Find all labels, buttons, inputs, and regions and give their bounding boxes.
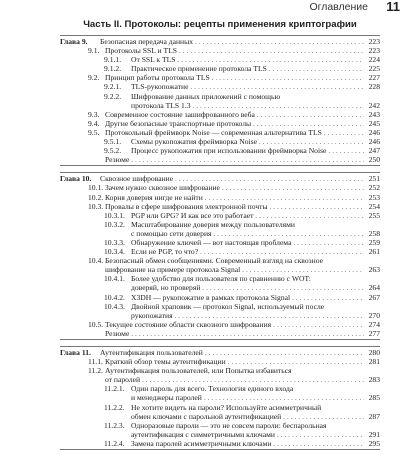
dot-leader xyxy=(271,439,364,448)
toc-entry-page: 228 xyxy=(368,82,380,92)
toc-entry-title: рукопожатия xyxy=(131,310,173,320)
chapter-block xyxy=(60,172,380,340)
toc-entry[interactable] xyxy=(60,46,380,55)
toc-entry[interactable] xyxy=(60,137,380,146)
toc-entry[interactable] xyxy=(60,302,380,311)
dot-leader xyxy=(173,174,364,183)
toc-entry-title: TLS-рукопожатие xyxy=(131,82,189,92)
toc-entry-title: от паролей xyxy=(105,375,141,385)
toc-entry-page: 254 xyxy=(368,201,380,211)
toc-entry-page: 274 xyxy=(368,319,380,329)
toc-entry-page xyxy=(364,274,380,283)
dot-leader xyxy=(271,320,364,329)
toc-entry[interactable] xyxy=(60,202,380,211)
toc-entry-title: Практическое применение протокола TLS xyxy=(131,64,267,74)
dot-leader xyxy=(291,238,364,247)
toc-entry-title: Другие безопасные транспортные протоколы xyxy=(105,118,252,128)
toc-entry-page xyxy=(364,256,380,265)
toc-entry[interactable] xyxy=(60,73,380,82)
toc-entry-page: 291 xyxy=(368,429,380,439)
toc-entry-title: Аутентификация пользователей xyxy=(100,348,203,357)
toc-entry-number: 9.5.2. xyxy=(104,146,122,156)
toc-entry[interactable] xyxy=(60,293,380,302)
dot-leader xyxy=(226,357,364,366)
toc-entry-title: Один пароль для всего. Технология единого входа xyxy=(131,384,294,394)
chapter-block xyxy=(60,346,380,450)
toc-entry-page: 287 xyxy=(368,411,380,421)
dot-leader xyxy=(129,329,364,338)
toc-entry-number: 9.3. xyxy=(88,109,100,119)
toc-entry[interactable] xyxy=(60,412,380,421)
toc-entry-title: Принцип работы протокола TLS xyxy=(105,73,210,83)
toc-entry-number: 10.2. xyxy=(88,192,104,202)
toc-entry[interactable] xyxy=(60,384,380,393)
dot-leader xyxy=(188,82,364,91)
toc-entry-title: Резюме xyxy=(105,328,130,338)
toc-entry-number: 11.2.1. xyxy=(104,384,125,394)
toc-entry-title: Если не PGP, то что? xyxy=(131,247,199,257)
toc-entry-page: 242 xyxy=(368,100,380,110)
toc-entry-title: Обнаружение ключей — вот настоящая проблема xyxy=(131,237,292,247)
toc-entry-title: Сквозное шифрование xyxy=(100,174,174,184)
toc-entry[interactable] xyxy=(60,247,380,256)
toc-entry[interactable] xyxy=(60,430,380,439)
toc-entry[interactable] xyxy=(60,393,380,402)
dot-leader xyxy=(281,412,364,421)
toc-entry-title: X3DH — рукопожатие в рамках протокола Signal xyxy=(131,292,291,302)
toc-entry-title: доверяй, но проверяй xyxy=(131,283,201,293)
dot-leader xyxy=(176,55,365,64)
toc-entry[interactable] xyxy=(60,155,380,164)
toc-entry-page: 270 xyxy=(368,310,380,320)
toc-entry-page: 227 xyxy=(368,73,380,83)
toc-entry-page: 246 xyxy=(368,137,380,147)
toc-entry-number xyxy=(104,430,131,439)
toc-entry[interactable] xyxy=(60,92,380,101)
toc-entry-page xyxy=(364,384,380,393)
dot-leader xyxy=(173,311,364,320)
toc-entry-title: Резюме xyxy=(105,155,130,165)
toc-entry[interactable] xyxy=(60,274,380,283)
toc-entry-number: Глава 10. xyxy=(60,174,92,184)
toc-entry-number: 10.3.1. xyxy=(104,210,125,220)
toc-entry-number xyxy=(104,412,131,421)
dot-leader xyxy=(267,64,364,73)
dot-leader xyxy=(253,211,364,220)
dot-leader xyxy=(322,128,364,137)
toc-entry-title: аутентификация с симметричными ключами xyxy=(131,429,275,439)
toc-entry[interactable] xyxy=(60,110,380,119)
dot-leader xyxy=(191,101,364,110)
toc-entry-title: Зачем нужно сквозное шифрование xyxy=(105,183,220,193)
toc-entry[interactable] xyxy=(60,366,380,375)
toc-entry-page: 281 xyxy=(368,357,380,367)
toc-entry-page: 246 xyxy=(368,127,380,137)
toc-entry-page: 258 xyxy=(368,228,380,238)
toc-entry-page: 243 xyxy=(368,109,380,119)
toc-entry-page: 223 xyxy=(368,46,380,56)
toc-entry-number xyxy=(88,375,105,384)
page-header xyxy=(0,0,420,20)
toc-entry-title: Протокольный фреймворк Noise — современная альтернатива TLS xyxy=(105,127,322,137)
toc-entry-title: Масштабирование доверия между пользователями xyxy=(131,219,295,229)
dot-leader xyxy=(275,430,364,439)
toc-entry-title: Одноразовые пароли — это не совсем пароли: беспарольная xyxy=(131,420,327,430)
toc-entry-number: 10.3. xyxy=(88,201,104,211)
dot-leader xyxy=(129,155,364,164)
toc-entry[interactable] xyxy=(60,64,380,73)
toc-entry-title: Безопасная передача данных xyxy=(100,37,193,46)
toc-entry-title: Краткий обзор темы аутентификации xyxy=(105,357,226,367)
toc-entry-page: 251 xyxy=(368,174,380,184)
toc-entry-number xyxy=(104,229,131,238)
toc-entry-page: 267 xyxy=(368,292,380,302)
toc-entry-title: Текущее состояние области сквозного шифрования xyxy=(105,319,272,329)
toc-entry[interactable] xyxy=(60,311,380,320)
toc-entry[interactable] xyxy=(60,357,380,366)
dot-leader xyxy=(257,137,364,146)
toc-entry[interactable] xyxy=(60,348,380,357)
toc-entry-page: 295 xyxy=(368,438,380,448)
toc-entry-number: 11.2.3. xyxy=(104,420,125,430)
toc-entry-page: 263 xyxy=(368,265,380,275)
dot-leader xyxy=(290,293,364,302)
toc-entry-title: с помощью сети доверия xyxy=(131,228,212,238)
toc-entry-page xyxy=(364,302,380,311)
dot-leader xyxy=(220,183,364,192)
toc-entry-number xyxy=(104,283,131,292)
toc-entry[interactable] xyxy=(60,174,380,183)
toc-entry-title: Двойной храповик — протокол Signal, используемый после xyxy=(131,301,325,311)
chapter-block xyxy=(60,35,380,166)
toc-entry-title: От SSL к TLS xyxy=(131,55,176,65)
table-of-contents xyxy=(60,35,380,456)
toc-entry-title: Схемы рукопожатия фреймворка Noise xyxy=(131,137,257,147)
dot-leader xyxy=(203,193,364,202)
toc-entry-title: Провалы в сфере шифрования электронной почты xyxy=(105,201,268,211)
toc-entry[interactable] xyxy=(60,375,380,384)
toc-entry-number: 10.5. xyxy=(88,319,104,329)
toc-entry-page: 250 xyxy=(368,155,380,165)
dot-leader xyxy=(203,348,364,357)
toc-entry-page: 225 xyxy=(368,64,380,74)
toc-entry[interactable] xyxy=(60,238,380,247)
page-number: 11 xyxy=(386,0,400,14)
toc-entry-number: 10.1. xyxy=(88,183,104,193)
toc-entry-title: шифрование на примере протокола Signal xyxy=(105,265,241,275)
toc-entry[interactable] xyxy=(60,283,380,292)
toc-entry-number: Глава 9. xyxy=(60,37,88,46)
toc-entry-number: 10.3.4. xyxy=(104,247,125,257)
toc-entry[interactable] xyxy=(60,403,380,412)
dot-leader xyxy=(255,110,364,119)
toc-entry-number: 9.1.2. xyxy=(104,64,122,74)
toc-entry-title: обмен ключами с парольной аутентификацией xyxy=(131,411,282,421)
toc-entry-title: Корня доверия нигде не найти xyxy=(105,192,203,202)
toc-entry[interactable] xyxy=(60,320,380,329)
toc-entry[interactable] xyxy=(60,220,380,229)
dot-leader xyxy=(193,37,364,46)
toc-entry-page: 261 xyxy=(368,247,380,257)
toc-entry-number: 11.2. xyxy=(88,366,103,376)
toc-entry-title: Более удобство для пользователя по сравнению с WOT: xyxy=(131,274,311,284)
dot-leader xyxy=(202,393,364,402)
dot-leader xyxy=(240,265,364,274)
toc-entry-number: 10.3.2. xyxy=(104,219,125,229)
toc-entry-page: 247 xyxy=(368,146,380,156)
toc-entry-number xyxy=(104,393,131,402)
toc-entry-title: Процесс рукопожатия при использовании фреймворка Noise xyxy=(131,146,327,156)
part-title: Часть II. Протоколы: рецепты применения криптографии xyxy=(83,19,357,30)
dot-leader xyxy=(198,247,364,256)
toc-entry-title: Протоколы SSL и TLS xyxy=(105,46,177,56)
dot-leader xyxy=(268,202,364,211)
toc-entry[interactable] xyxy=(60,211,380,220)
toc-entry-page: 223 xyxy=(368,37,380,46)
toc-entry-page: 252 xyxy=(368,183,380,193)
toc-entry-page: 259 xyxy=(368,237,380,247)
toc-entry-number: 9.2.2. xyxy=(104,91,122,101)
toc-entry-title: Не хотите видеть на пароли? Используйте асимметричный xyxy=(131,402,322,412)
toc-entry-page: 255 xyxy=(368,210,380,220)
toc-entry-title: Аутентификация пользователей, или Попытка избавиться xyxy=(105,366,292,376)
toc-entry-title: и менеджеры паролей xyxy=(131,393,202,403)
toc-entry[interactable] xyxy=(60,229,380,238)
toc-entry-page: 277 xyxy=(368,328,380,338)
toc-entry-number xyxy=(104,101,131,110)
toc-entry-page xyxy=(364,403,380,412)
dot-leader xyxy=(177,46,364,55)
toc-entry[interactable] xyxy=(60,82,380,91)
toc-entry-number: 9.1.1. xyxy=(104,55,122,65)
toc-entry-title: Современное состояние зашифрованного веба xyxy=(105,109,255,119)
toc-entry-page xyxy=(364,220,380,229)
toc-entry-page xyxy=(364,92,380,101)
toc-entry-page: 253 xyxy=(368,192,380,202)
toc-entry-number xyxy=(104,311,131,320)
dot-leader xyxy=(326,146,364,155)
dot-leader xyxy=(200,283,364,292)
toc-entry[interactable] xyxy=(60,37,380,46)
toc-entry-number xyxy=(88,265,105,274)
toc-entry-page xyxy=(364,421,380,430)
toc-entry-title: Шифрование данных приложений с помощью xyxy=(131,91,281,101)
toc-entry-page: 245 xyxy=(368,118,380,128)
dot-leader xyxy=(210,73,364,82)
toc-entry-title: Безопасный обмен сообщениями. Современный взгляд на сквозное xyxy=(105,256,323,266)
toc-entry-number: Глава 11. xyxy=(60,348,91,357)
toc-entry-number: 10.4.3. xyxy=(104,301,125,311)
toc-entry-number: 11.2.2. xyxy=(104,402,125,412)
toc-entry[interactable] xyxy=(60,439,380,448)
dot-leader xyxy=(251,119,364,128)
toc-entry[interactable] xyxy=(60,101,380,110)
toc-entry-number: 9.2.1. xyxy=(104,82,122,92)
toc-entry-title: PGP или GPG? И как все это работает xyxy=(131,210,254,220)
toc-entry-number xyxy=(88,155,105,164)
toc-entry-number: 9.1. xyxy=(88,46,100,56)
toc-entry[interactable] xyxy=(60,146,380,155)
toc-entry-number: 9.5.1. xyxy=(104,137,122,147)
toc-entry[interactable] xyxy=(60,265,380,274)
toc-entry[interactable] xyxy=(60,329,380,338)
dot-leader xyxy=(140,375,364,384)
toc-entry-number: 9.4. xyxy=(88,118,100,128)
toc-entry[interactable] xyxy=(60,128,380,137)
toc-entry-title: Замена паролей асимметричными ключами xyxy=(131,438,272,448)
toc-entry-page: 224 xyxy=(368,55,380,65)
toc-entry-number: 11.2.4. xyxy=(104,438,125,448)
toc-entry[interactable] xyxy=(60,183,380,192)
toc-entry-page: 283 xyxy=(368,375,380,385)
toc-entry-number: 10.3.3. xyxy=(104,237,125,247)
toc-entry-number xyxy=(88,329,105,338)
toc-entry[interactable] xyxy=(60,421,380,430)
toc-entry-number: 10.4. xyxy=(88,256,104,266)
toc-entry-title: протокола TLS 1.3 xyxy=(131,100,191,110)
toc-entry-number: 9.2. xyxy=(88,73,100,83)
toc-entry[interactable] xyxy=(60,55,380,64)
toc-entry-number: 10.4.2. xyxy=(104,292,125,302)
toc-entry-number: 11.1. xyxy=(88,357,103,367)
toc-entry[interactable] xyxy=(60,119,380,128)
toc-entry-page xyxy=(364,366,380,375)
toc-entry-page: 264 xyxy=(368,283,380,293)
toc-entry[interactable] xyxy=(60,193,380,202)
toc-entry-page: 280 xyxy=(368,348,380,357)
toc-entry-number: 10.4.1. xyxy=(104,274,125,284)
running-header-label: Оглавление xyxy=(309,1,368,13)
toc-entry[interactable] xyxy=(60,256,380,265)
toc-entry-page: 285 xyxy=(368,393,380,403)
dot-leader xyxy=(212,229,364,238)
toc-entry-number: 9.5. xyxy=(88,127,100,137)
